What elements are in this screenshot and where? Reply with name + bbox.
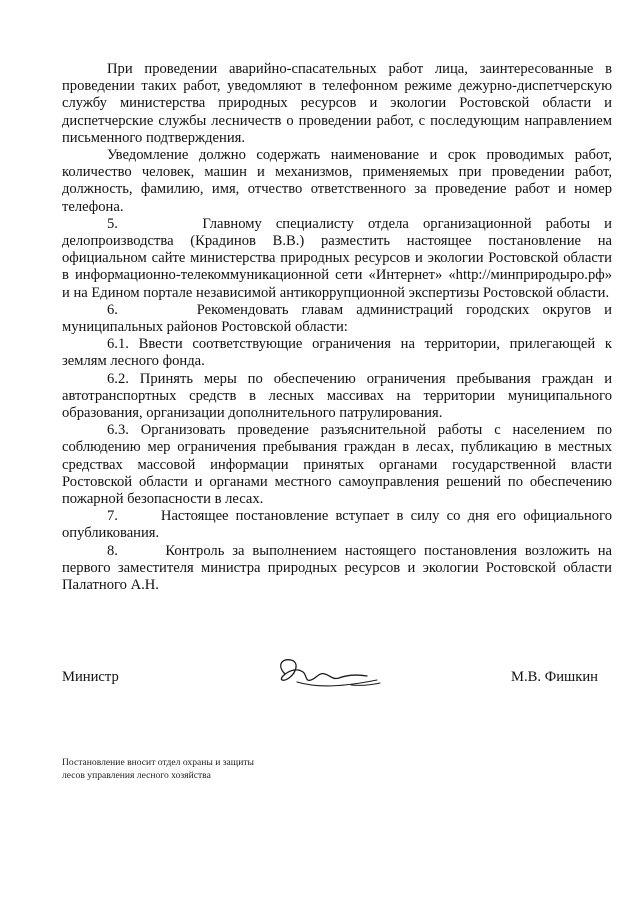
footer-note-line-2: лесов управления лесного хозяйства (62, 769, 211, 781)
footer-note-line-1: Постановление вносит отдел охраны и защиты (62, 757, 254, 768)
footer-note (62, 757, 362, 782)
paragraph-item-6-3: 6.3. Организовать проведение разъяснительной работы с населением по соблюдению мер ограничения пребывания граждан в лесах, публикацию в местных средствах массовой информации принятых органами государственной власти Ростовской области и органами местного самоуправления решений по обеспечению пожарной безопасности в лесах. (62, 422, 612, 508)
paragraph-item-8: 8. Контроль за выполнением настоящего постановления возложить на первого заместителя министра природных ресурсов и экологии Ростовской области Палатного А.Н. (62, 542, 612, 594)
handwritten-signature (267, 652, 385, 698)
paragraph-item-6: 6. Рекомендовать главам администраций городских округов и муниципальных районов Ростовской области: (62, 301, 612, 336)
document-body (62, 61, 612, 594)
signatory-position: Министр (62, 669, 119, 685)
paragraph-emergency-works: При проведении аварийно-спасательных работ лица, заинтересованные в проведении таких работ, уведомляют в телефонном режиме дежурно-диспетчерскую службу министерства природных ресурсов и экологии Ростовской области и диспетчерские службы лесничеств о проведении работ, с последующим направлением письменного подтверждения. (62, 61, 612, 146)
paragraph-item-7: 7. Настоящее постановление вступает в силу со дня его официального опубликования. (62, 508, 612, 542)
paragraph-item-6-1: 6.1. Ввести соответствующие ограничения на территории, прилегающей к землям лесного фонда. (62, 336, 612, 370)
paragraph-notification-content: Уведомление должно содержать наименование и срок проводимых работ, количество человек, машин и механизмов, применяемых при проведении работ, должность, фамилию, имя, отчество ответственного за проведение работ и номер телефона. (62, 147, 612, 215)
paragraph-item-6-2: 6.2. Принять меры по обеспечению ограничения пребывания граждан и автотранспортных средств в лесных массивах на территории муниципального образования, организации дополнительного патрулирования. (62, 370, 612, 422)
signature-block (62, 664, 612, 704)
paragraph-item-5: 5. Главному специалисту отдела организационной работы и делопроизводства (Крадинов В.В.) разместить настоящее постановление на официальном сайте министерства природных ресурсов и экологии Ростовской области в информационно-телекоммуникационной сети «Интернет» «http://минприродыро.рф» и на Едином портале независимой антикоррупционной экспертизы Ростовской области. (62, 215, 612, 301)
signatory-name: М.В. Фишкин (511, 669, 598, 685)
